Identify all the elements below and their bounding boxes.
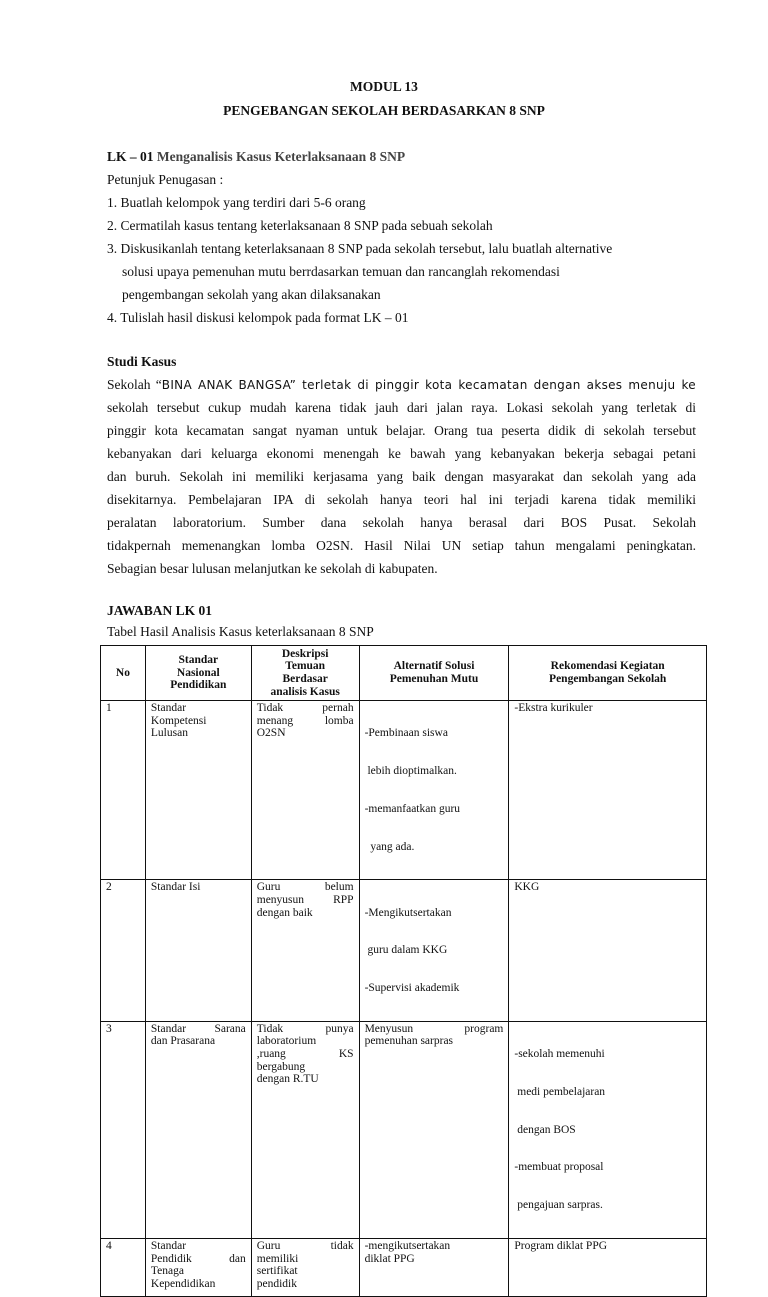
cell-line: Guru belum xyxy=(256,881,354,894)
cell-line: menang lomba xyxy=(256,714,354,727)
header-deskripsi-l3: Berdasar xyxy=(282,673,328,685)
cell-line: Tidak punya xyxy=(256,1022,354,1035)
header-deskripsi xyxy=(251,646,359,701)
studi-kasus-line-7: peralatan laboratorium. Sumber dana sekolah hanya berasal dari BOS Pusat. Sekolah xyxy=(107,515,696,530)
header-deskripsi-l1: Deskripsi xyxy=(281,647,329,660)
cell-line: Tenaga xyxy=(150,1265,184,1278)
cell-line: memiliki xyxy=(256,1252,299,1265)
cell-line: bergabung xyxy=(256,1060,306,1073)
cell-line: Tidak pernah xyxy=(256,702,354,714)
table-row xyxy=(101,880,707,1022)
header-no: No xyxy=(101,646,146,701)
cell-line: yang ada. xyxy=(364,840,415,853)
cell-line: diklat PPG xyxy=(364,1252,415,1265)
cell-line: -Mengikutsertakan xyxy=(364,906,452,919)
cell-line: Program diklat PPG xyxy=(514,1239,608,1252)
cell-line: -membuat proposal xyxy=(514,1161,604,1174)
cell-line: pemenuhan sarpras xyxy=(364,1035,454,1048)
row-standar xyxy=(145,1238,251,1296)
cell-line: Pendidik dan xyxy=(150,1252,246,1265)
header-standar-l1: Standar xyxy=(178,654,219,667)
cell-line: -sekolah memenuhi xyxy=(514,1048,605,1061)
cell-line: Standar Sarana xyxy=(150,1022,246,1035)
line1-c: ” terletak di pinggir kota kecamatan dengan akses menuju ke xyxy=(289,378,696,392)
row-alternatif xyxy=(359,1238,509,1296)
step-4: 4. Tulislah hasil diskusi kelompok pada format LK – 01 xyxy=(107,310,409,325)
cell-line: lebih dioptimalkan. xyxy=(364,764,457,777)
step-2: 2. Cermatilah kasus tentang keterlaksanaan 8 SNP pada sebuah sekolah xyxy=(107,218,493,233)
cell-line: Kependidikan xyxy=(150,1277,216,1290)
cell-line: dengan BOS xyxy=(514,1123,576,1136)
step-3: 3. Diskusikanlah tentang keterlaksanaan 8 SNP pada sekolah tersebut, lalu buatlah alternative xyxy=(107,241,613,256)
cell-line: guru dalam KKG xyxy=(364,944,448,957)
table-caption: Tabel Hasil Analisis Kasus keterlaksanaan 8 SNP xyxy=(107,624,374,639)
cell-line: Menyusun program xyxy=(364,1022,504,1035)
cell-line: Guru tidak xyxy=(256,1239,354,1252)
table-header-row xyxy=(101,646,707,701)
cell-line: -Ekstra kurikuler xyxy=(514,702,593,714)
row-no: 4 xyxy=(101,1238,146,1296)
header-alternatif-l1: Alternatif Solusi xyxy=(393,660,475,673)
table-row xyxy=(101,1021,707,1238)
header-alternatif xyxy=(359,646,509,701)
document-title: PENGEBANGAN SEKOLAH BERDASARKAN 8 SNP xyxy=(223,103,545,118)
cell-line: medi pembelajaran xyxy=(514,1085,606,1098)
cell-line: dan Prasarana xyxy=(150,1035,216,1048)
studi-kasus-line-3: pinggir kota kecamatan sangat nyaman untuk belajar. Orang tua peserta didik di sekolah tersebut xyxy=(107,423,696,438)
cell-line: Standar xyxy=(150,702,187,714)
cell-line: pendidik xyxy=(256,1277,297,1290)
studi-kasus-line-9: Sebagian besar lulusan melanjutkan ke sekolah di kabupaten. xyxy=(107,561,438,576)
modul-heading: MODUL 13 xyxy=(350,79,418,94)
header-deskripsi-l4: analisis Kasus xyxy=(270,685,340,698)
studi-kasus-line-6: disekitarnya. Pembelajaran IPA di sekolah hanya teori hal ini terjadi karena tidak memiliki xyxy=(107,492,696,507)
school-name: BINA ANAK BANGSA xyxy=(161,378,290,392)
row-alternatif xyxy=(359,701,509,880)
row-rekomendasi xyxy=(509,880,707,1022)
row-deskripsi xyxy=(251,701,359,880)
header-standar-l3: Pendidikan xyxy=(170,679,227,692)
studi-kasus-line-4: kebanyakan dari keluarga ekonomi menengah ke bawah yang kebanyakan bekerja sebagai petani xyxy=(107,446,696,461)
lk-subtitle: Menganalisis Kasus Keterlaksanaan 8 SNP xyxy=(156,149,406,164)
header-rekomendasi-l1: Rekomendasi Kegiatan xyxy=(550,660,665,673)
cell-line: -Supervisi akademik xyxy=(364,982,460,995)
studi-kasus-heading: Studi Kasus xyxy=(107,354,177,369)
analysis-table xyxy=(100,645,707,1297)
row-rekomendasi xyxy=(509,1238,707,1296)
row-deskripsi xyxy=(251,1021,359,1238)
row-no: 3 xyxy=(101,1021,146,1238)
header-alternatif-l2: Pemenuhan Mutu xyxy=(389,673,479,685)
cell-line: sertifikat xyxy=(256,1265,298,1278)
studi-kasus-line-1 xyxy=(107,377,696,393)
cell-line: -memanfaatkan guru xyxy=(364,802,461,815)
petunjuk-label: Petunjuk Penugasan : xyxy=(107,172,224,187)
cell-line: O2SN xyxy=(256,727,286,740)
row-standar xyxy=(145,1021,251,1238)
header-standar-l2: Nasional xyxy=(176,666,220,679)
row-rekomendasi xyxy=(509,1021,707,1238)
lk-title xyxy=(107,149,405,165)
cell-line: KKG xyxy=(514,881,540,894)
cell-line: dengan baik xyxy=(256,906,313,919)
cell-line: Lulusan xyxy=(150,727,188,740)
row-deskripsi xyxy=(251,1238,359,1296)
header-rekomendasi xyxy=(509,646,707,701)
cell-line: -mengikutsertakan xyxy=(364,1239,451,1252)
row-alternatif xyxy=(359,1021,509,1238)
cell-line: -Pembinaan siswa xyxy=(364,727,448,740)
studi-kasus-line-5: dan buruh. Sekolah ini memiliki kerjasama yang baik dengan masyarakat dan sekolah yang ada xyxy=(107,469,696,484)
row-alternatif xyxy=(359,880,509,1022)
row-standar xyxy=(145,701,251,880)
row-no: 1 xyxy=(101,701,146,880)
studi-kasus-line-8: tidakpernah memenangkan lomba O2SN. Hasil Nilai UN setiap tahun mengalami peningkatan. xyxy=(107,538,696,553)
studi-kasus-line-2: sekolah tersebut cukup mudah karena tidak jauh dari jalan raya. Lokasi sekolah yang terletak di xyxy=(107,400,696,415)
row-no: 2 xyxy=(101,880,146,1022)
line1-a: Sekolah “ xyxy=(107,377,162,392)
table-row xyxy=(101,701,707,880)
cell-line: pengajuan sarpras. xyxy=(514,1199,603,1212)
table-row xyxy=(101,1238,707,1296)
lk-code: LK – 01 xyxy=(107,149,154,164)
step-1: 1. Buatlah kelompok yang terdiri dari 5-6 orang xyxy=(107,195,366,210)
step-3-cont-2: pengembangan sekolah yang akan dilaksanakan xyxy=(122,287,381,302)
row-deskripsi xyxy=(251,880,359,1022)
cell-line: Standar xyxy=(150,1239,187,1252)
cell-line: Standar Isi xyxy=(150,881,201,894)
row-standar xyxy=(145,880,251,1022)
cell-line: dengan R.TU xyxy=(256,1073,319,1086)
cell-line: laboratorium xyxy=(256,1035,317,1048)
cell-line: Kompetensi xyxy=(150,714,207,727)
cell-line: ,ruang KS xyxy=(256,1048,354,1061)
header-standar xyxy=(145,646,251,701)
step-3-cont-1: solusi upaya pemenuhan mutu berrdasarkan temuan dan rancanglah rekomendasi xyxy=(122,264,560,279)
header-rekomendasi-l2: Pengembangan Sekolah xyxy=(549,673,667,685)
header-deskripsi-l2: Temuan xyxy=(285,660,326,673)
jawaban-heading: JAWABAN LK 01 xyxy=(107,603,213,618)
cell-line: menyusun RPP xyxy=(256,893,354,906)
row-rekomendasi xyxy=(509,701,707,880)
